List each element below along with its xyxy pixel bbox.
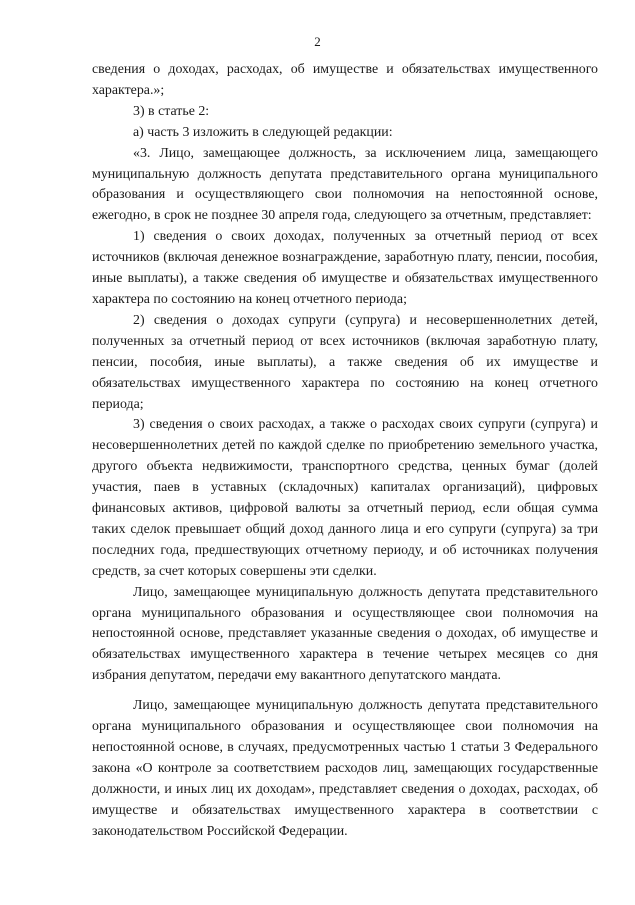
paragraph-clause-2: 2) сведения о доходах супруги (супруга) и несовершеннолетних детей, полученных за отчетный период от всех источников (включая заработную плату, пенсии, пособия, иные выплаты), а также сведения об их имуществе и обязательствах имущественного характера по состоянию на конец отчетного периода; xyxy=(92,312,598,412)
paragraph-subitem-a: а) часть 3 изложить в следующей редакции: xyxy=(133,124,393,140)
paragraph-continuation: сведения о доходах, расходах, об имуществе и обязательствах имущественного характера.»; xyxy=(92,62,598,98)
paragraph-clause-3: 3) сведения о своих расходах, а также о расходах своих супруги (супруга) и несовершеннолетних детей по каждой сделке по приобретению земельного участка, другого объекта недвижимости, транспортного средства, ценных бумаг (долей участия, паев в уставных (складочных) капиталах организаций), цифровых финансовых активов, цифровой валюты за отчетный период, если общая сумма таких сделок превышает общий доход данного лица и его супруги (супруга) за три последних года, предшествующих отчетному периоду, и об источниках получения средств, за счет которых совершены эти сделки. xyxy=(92,417,598,579)
paragraph-item-3-article-2: 3) в статье 2: xyxy=(133,103,210,119)
page-number: 2 xyxy=(314,34,321,49)
paragraph-deputy-cases: Лицо, замещающее муниципальную должность депутата представительного органа муниципального образования и осуществляющее свои полномочия на непостоянной основе, в случаях, предусмотренных частью 1 статьи 3 Федерального закона «О контроле за соответствием расходов лиц, замещающих государственные должности, и иных лиц их доходам», представляет сведения о доходах, расходах, об имуществе и обязательствах имущественного характера в соответствии с законодательством Российской Федерации. xyxy=(92,698,598,839)
paragraph-clause-1: 1) сведения о своих доходах, полученных за отчетный период от всех источников (включая денежное вознаграждение, заработную плату, пенсии, пособия, иные выплаты), а также сведения об имуществе и обязательствах имущественного характера по состоянию на конец отчетного периода; xyxy=(92,229,598,307)
document-body xyxy=(92,60,598,843)
paragraph-deputy-terms: Лицо, замещающее муниципальную должность депутата представительного органа муниципального образования и осуществляющее свои полномочия на непостоянной основе, представляет указанные сведения о доходах, об имуществе и обязательствах имущественного характера в течение четырех месяцев со дня избрания депутатом, передачи ему вакантного депутатского мандата. xyxy=(92,584,598,684)
paragraph-part-3: «3. Лицо, замещающее должность, за исключением лица, замещающего муниципальную должность депутата представительного органа муниципального образования и осуществляющего свои полномочия на непостоянной основе, ежегодно, в срок не позднее 30 апреля года, следующего за отчетным, представляет: xyxy=(92,145,598,224)
